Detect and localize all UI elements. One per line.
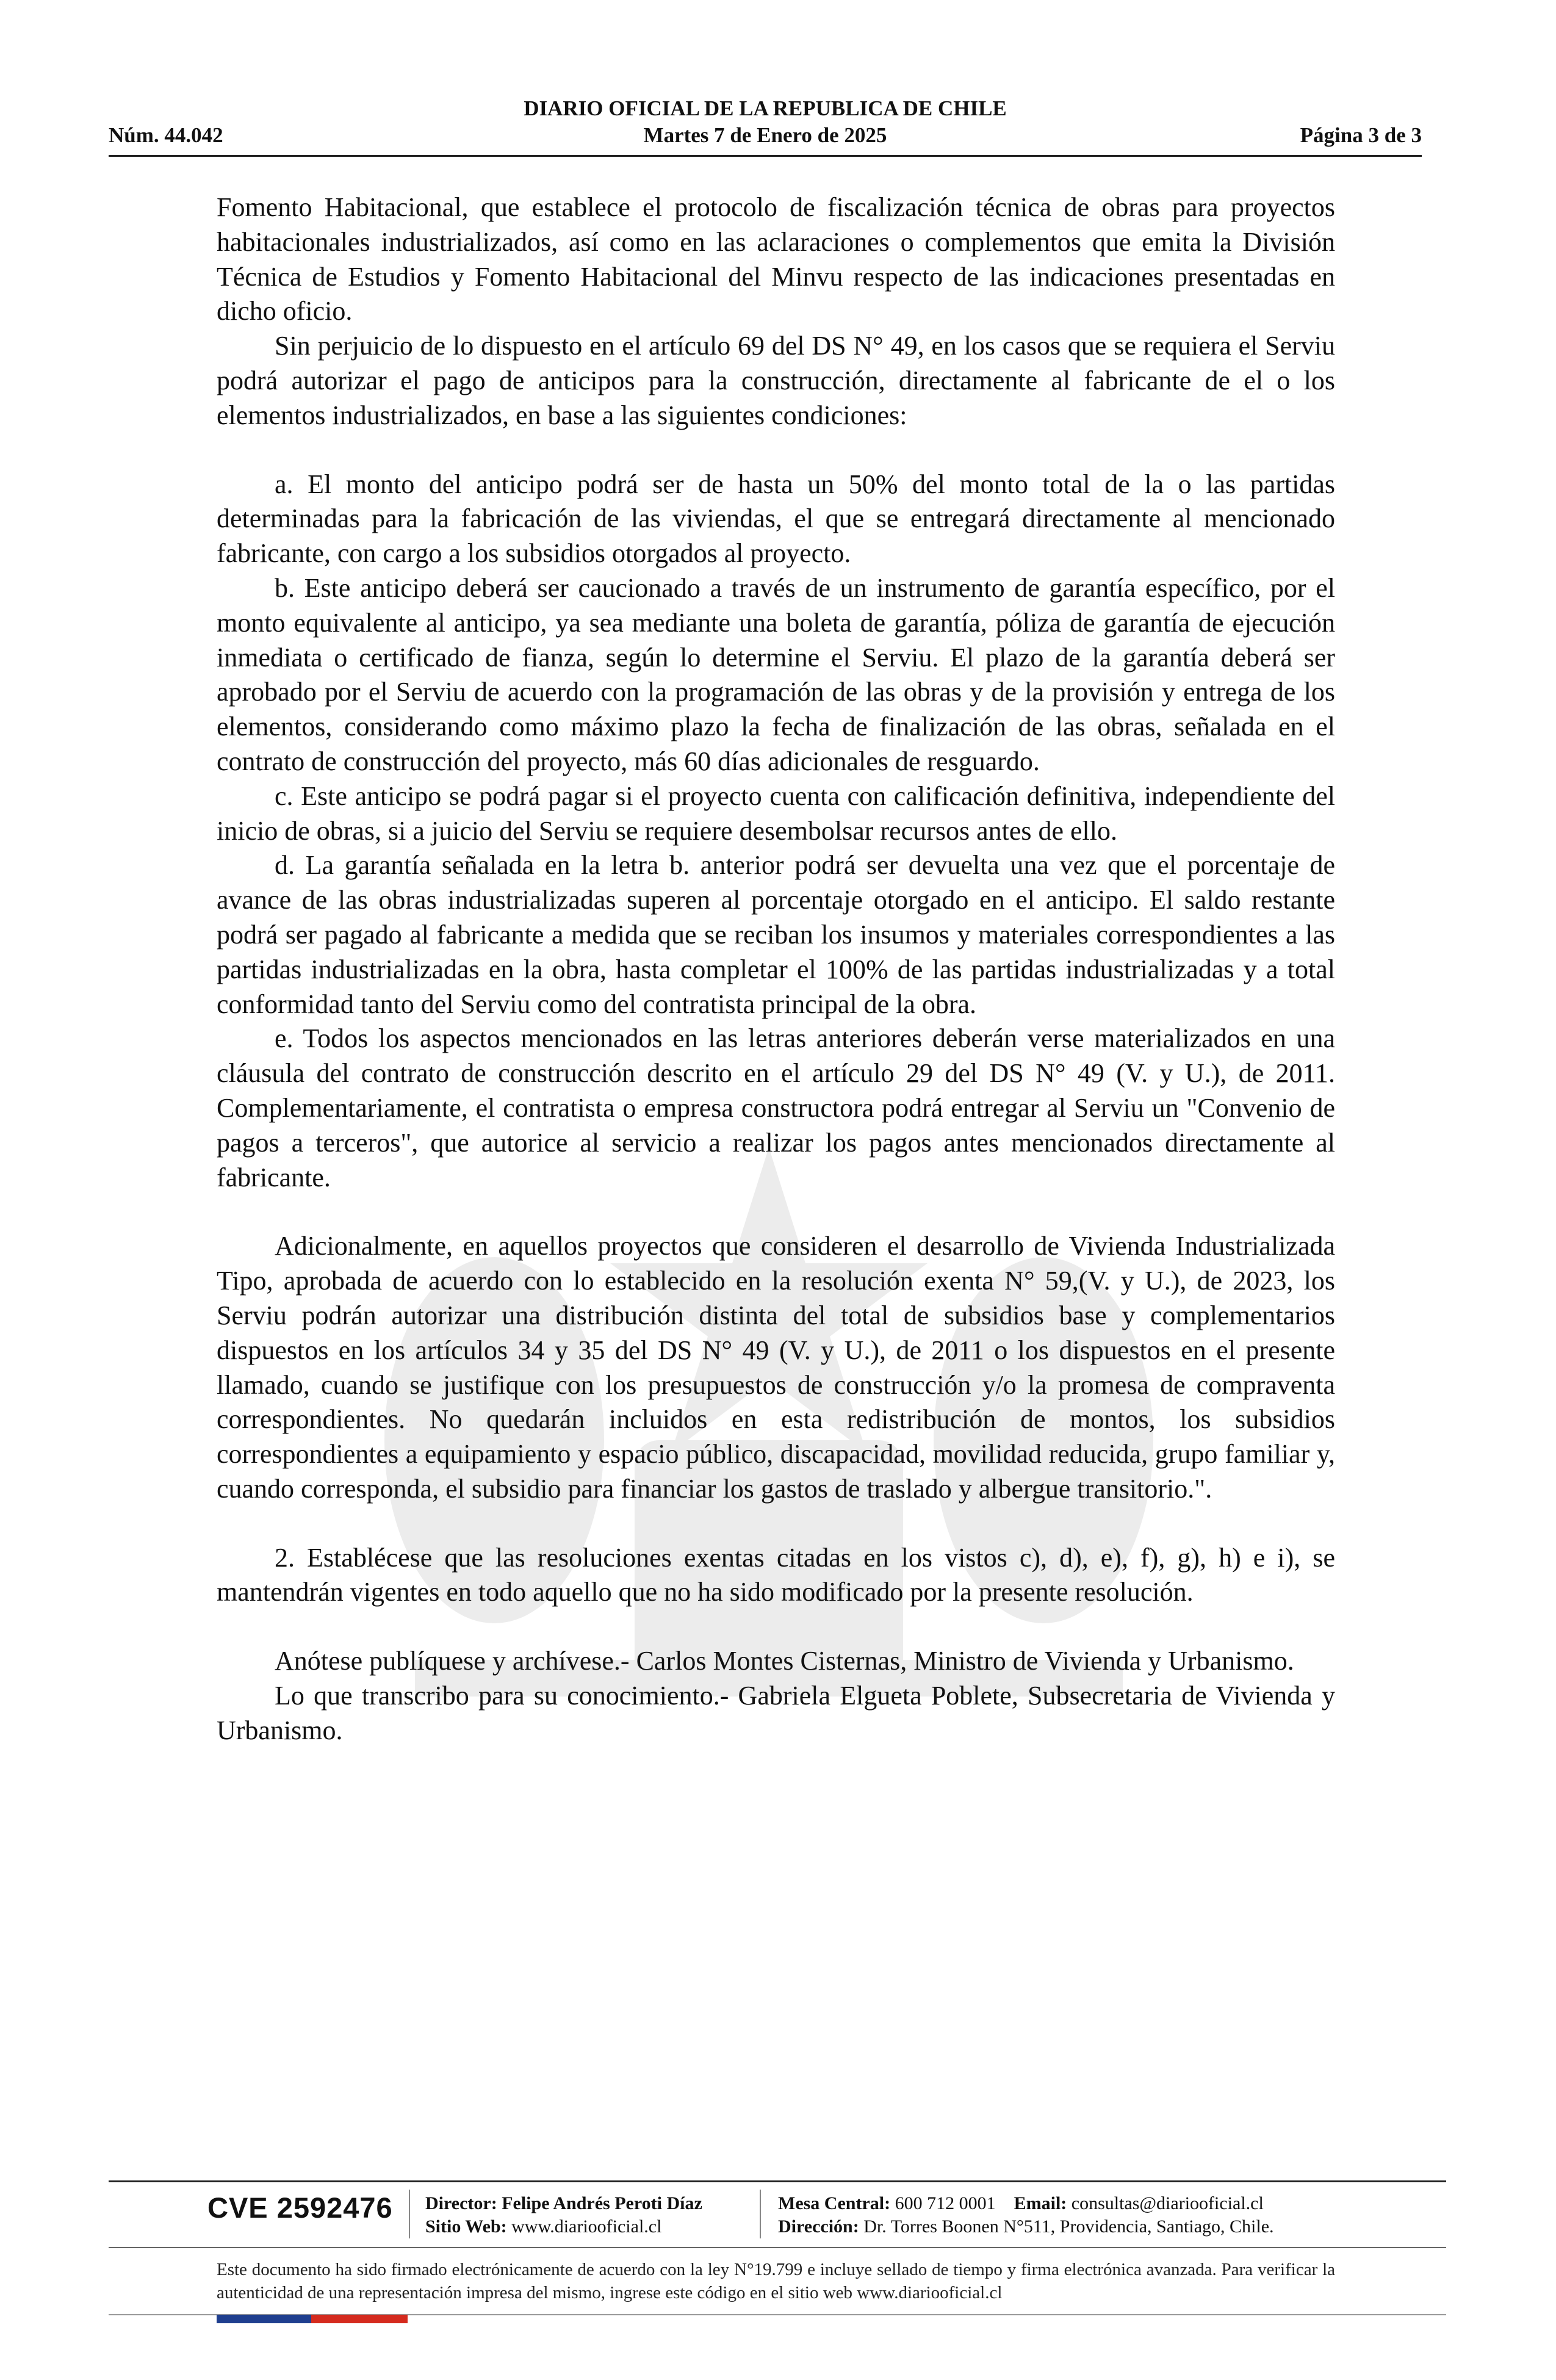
signature-minister: Anótese publíquese y archívese.- Carlos Montes Cisternas, Ministro de Vivienda y Urbanismo.: [275, 1646, 1294, 1676]
footer-contact-block: [778, 2192, 1274, 2238]
list-item-a: a. El monto del anticipo podrá ser de hasta un 50% del monto total de la o las partidas determinadas para la fabricación de las viviendas, el que se entregará directamente al mencionado fabricante, con cargo a los subsidios otorgados al proyecto.: [217, 469, 1335, 569]
paragraph-adicionalmente: Adicionalmente, en aquellos proyectos que consideren el desarrollo de Vivienda Industrializada Tipo, aprobada de acuerdo con lo establecido en la resolución exenta N° 59,(V. y U.), de 2023, los Serviu podrán autorizar una distribución distinta del total de subsidios base y complementarios dispuestos en los artículos 34 y 35 del DS N° 49 (V. y U.), de 2011 o los dispuestos en el presente llamado, cuando se justifique con los presupuestos de construcción y/o la promesa de compraventa correspondientes. No quedarán incluidos en esta redistribución de montos, los subsidios correspondientes a equipamiento y espacio público, discapacidad, movilidad reducida, grupo familiar y, cuando corresponda, el subsidio para financiar los gastos de traslado y albergue transitorio.".: [217, 1231, 1335, 1504]
footer-separator: [409, 2190, 410, 2238]
address-value: Dr. Torres Boonen N°511, Providencia, Santiago, Chile.: [863, 2216, 1274, 2237]
footer-divider-lower: [109, 2247, 1446, 2248]
director-label: Director:: [425, 2193, 497, 2213]
issue-date: Martes 7 de Enero de 2025: [643, 123, 887, 147]
web-label: Sitio Web:: [425, 2216, 507, 2237]
signature-subsecretaria: Lo que transcribo para su conocimiento.- Gabriela Elgueta Poblete, Subsecretaria de Vivienda y Urbanismo.: [217, 1681, 1335, 1745]
email-link[interactable]: consultas@diariooficial.cl: [1071, 2193, 1264, 2213]
address-label: Dirección:: [778, 2216, 859, 2237]
document-body: [217, 190, 1335, 1748]
legal-notice: Este documento ha sido firmado electrónicamente de acuerdo con la ley N°19.799 e incluye sellado de tiempo y firma electrónica avanzada. Para verificar la autenticidad de una representación impresa del mismo, ingrese este código en el sitio web www.diariooficial.cl: [217, 2260, 1335, 2302]
paragraph-anticipos: Sin perjuicio de lo dispuesto en el artículo 69 del DS N° 49, en los casos que se requiera el Serviu podrá autorizar el pago de anticipos para la construcción, directamente al fabricante de el o los elementos industrializados, en base a las siguientes condiciones:: [217, 331, 1335, 430]
page-number: Página 3 de 3: [1300, 123, 1422, 147]
footer-separator: [760, 2190, 761, 2238]
director-name: Felipe Andrés Peroti Díaz: [502, 2193, 702, 2213]
footer-director-block: [425, 2192, 702, 2238]
mesa-label: Mesa Central:: [778, 2193, 891, 2213]
mesa-value: 600 712 0001: [895, 2193, 996, 2213]
cve-code: CVE 2592476: [207, 2191, 393, 2224]
list-item-d: d. La garantía señalada en la letra b. anterior podrá ser devuelta una vez que el porcentaje de avance de las obras industrializadas superen al porcentaje otorgado en el anticipo. El saldo restante podrá ser pagado al fabricante a medida que se reciban los insumos y materiales correspondientes a las partidas industrializadas en la obra, hasta completar el 100% de las partidas industrializadas y a total conformidad tanto del Serviu como del contratista principal de la obra.: [217, 850, 1335, 1019]
page-header: [109, 92, 1422, 159]
paragraph-resolution-2: 2. Establécese que las resoluciones exentas citadas en los vistos c), d), e), f), g), h) e i), se mantendrán vigentes en todo aquello que no ha sido modificado por la presente resolución.: [217, 1542, 1335, 1607]
web-link[interactable]: www.diariooficial.cl: [511, 2216, 662, 2237]
list-item-e: e. Todos los aspectos mencionados en las letras anteriores deberán verse materializados en una cláusula del contrato de construcción descrito en el artículo 29 del DS N° 49 (V. y U.), de 2011. Complementariamente, el contratista o empresa constructora podrá entregar al Serviu un "Convenio de pagos a terceros", que autorice al servicio a realizar los pagos antes mencionados directamente al fabricante.: [217, 1023, 1335, 1192]
header-divider: [109, 155, 1422, 157]
paragraph-continuation: Fomento Habitacional, que establece el protocolo de fiscalización técnica de obras para proyectos habitacionales industrializados, así como en las aclaraciones o complementos que emita la División Técnica de Estudios y Fomento Habitacional del Minvu respecto de las indicaciones presentadas en dicho oficio.: [217, 192, 1335, 326]
issue-number: Núm. 44.042: [109, 123, 223, 147]
footer-divider: [109, 2180, 1446, 2182]
flag-stripe-blue: [217, 2315, 311, 2323]
list-item-b: b. Este anticipo deberá ser caucionado a través de un instrumento de garantía específico, por el monto equivalente al anticipo, ya sea mediante una boleta de garantía, póliza de garantía de ejecución inmediata o certificado de fianza, según lo determine el Serviu. El plazo de la garantía deberá ser aprobado por el Serviu de acuerdo con la programación de las obras y de la provisión y entrega de los elementos, considerando como máximo plazo la fecha de finalización de las obras, señalada en el contrato de construcción del proyecto, más 60 días adicionales de resguardo.: [217, 572, 1335, 776]
list-item-c: c. Este anticipo se podrá pagar si el proyecto cuenta con calificación definitiva, independiente del inicio de obras, si a juicio del Serviu se requiere desembolsar recursos antes de ello.: [217, 781, 1335, 846]
email-label: Email:: [1014, 2193, 1067, 2213]
publication-title: DIARIO OFICIAL DE LA REPUBLICA DE CHILE: [524, 96, 1007, 120]
flag-stripe-red: [311, 2315, 408, 2323]
